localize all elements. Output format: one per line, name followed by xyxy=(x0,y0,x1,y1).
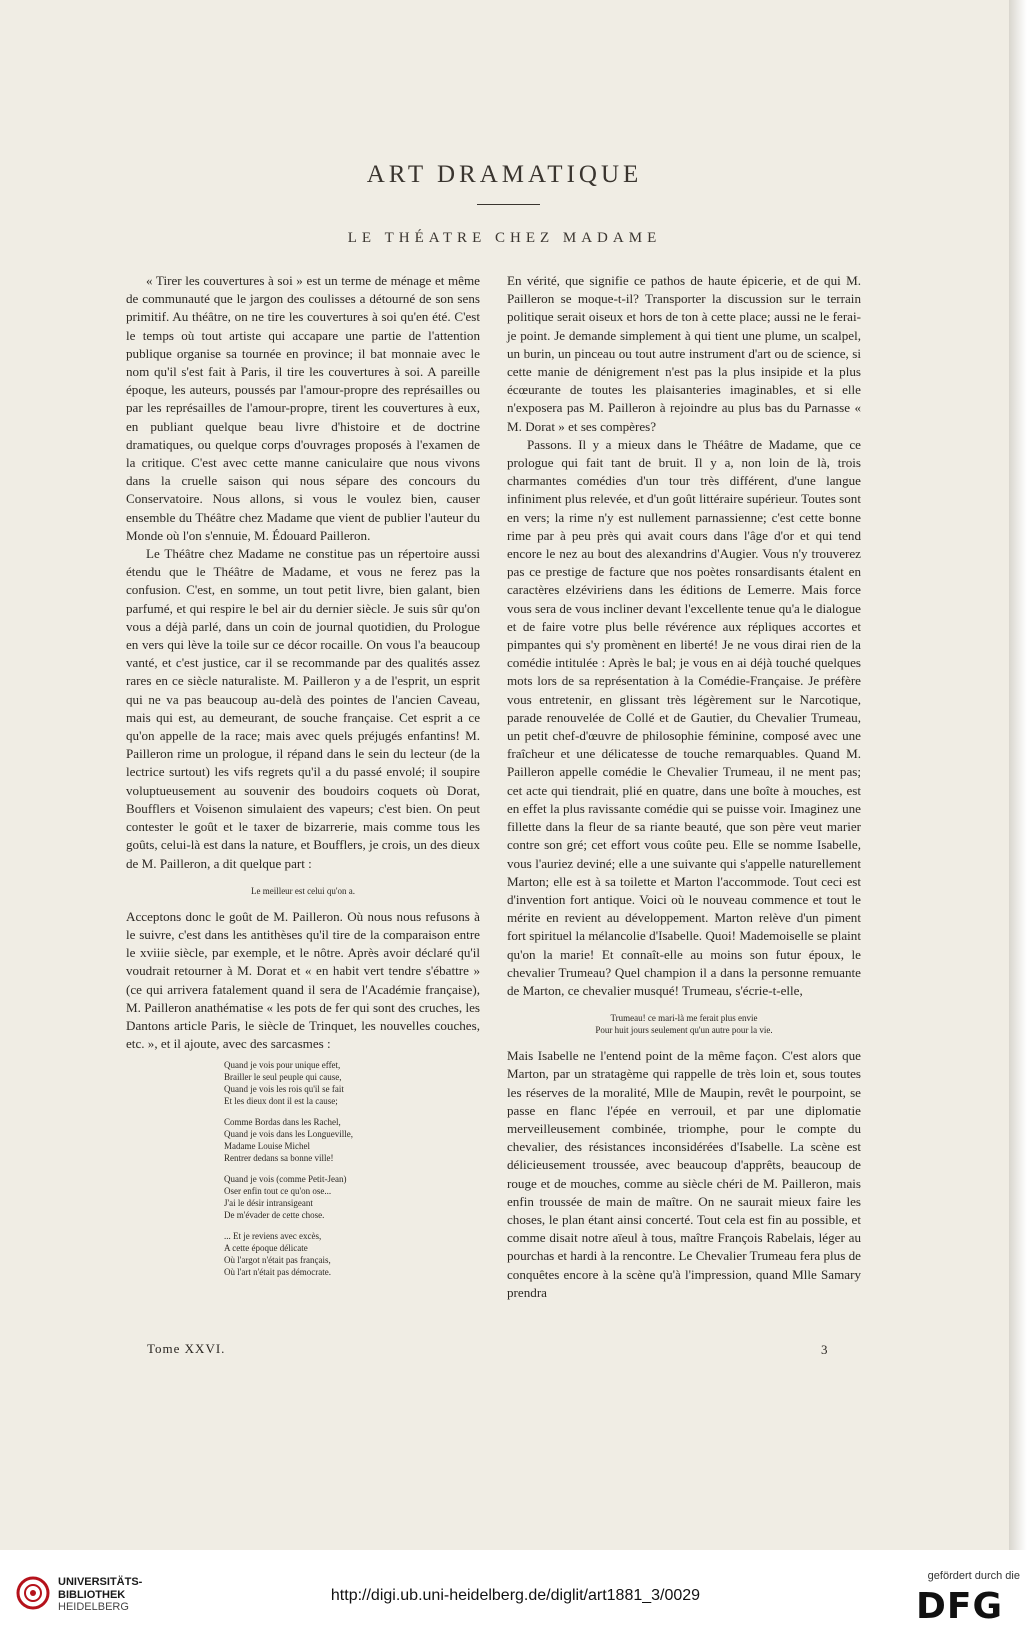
page-edge xyxy=(1009,0,1031,1550)
paragraph: « Tirer les couvertures à soi » est un terme de ménage et même de communauté que le jargon des coulisses a détourné de son sens primitif. Au théâtre, on ne tire les couvertures à soi qu'en été. C'est le temps où tout artiste qui accapare une partie de l'attention publique organise sa tournée en province; il bat monnaie avec le nom qu'il s'est fait à Paris, il tire les couvertures à soi. A pareille époque, les auteurs, poussés par l'amour-propre des représailles ou par les représailles de l'amour-propre, tirent les couvertures à eux, en publiant quelque beau livre d'histoire et de doctrine dramatiques, ou quelque corps d'ouvrages proposés à l'examen de la critique. C'est avec cette manne caniculaire que nous vivons dans la cruelle saison qui nous sépare des concours du Conservatoire. Nous allons, si vous le voulez bien, causer ensemble du Théâtre chez Madame que vient de publier l'auteur du Monde où l'on s'ennuie, M. Édouard Pailleron. xyxy=(126,273,480,543)
section-heading: ART DRAMATIQUE xyxy=(366,161,643,188)
verse-line: Où l'art n'était pas démocrate. xyxy=(224,1267,331,1278)
verse-line: ... Et je reviens avec excès, xyxy=(224,1231,322,1242)
verse-line: Quand je vois les rois qu'il se fait xyxy=(224,1084,344,1095)
quote-block xyxy=(507,1012,861,1036)
verse-line: Madame Louise Michel xyxy=(224,1141,310,1152)
verse-line: Rentrer dedans sa bonne ville! xyxy=(224,1153,334,1164)
verse-line: Comme Bordas dans les Rachel, xyxy=(224,1117,341,1128)
library-name-line: UNIVERSITÄTS- xyxy=(58,1576,143,1588)
verse-line: Oser enfin tout ce qu'on ose... xyxy=(224,1186,332,1197)
stanza xyxy=(224,1173,480,1221)
verse-line: Quand je vois pour unique effet, xyxy=(224,1060,341,1071)
verse-line: De m'évader de cette chose. xyxy=(224,1210,325,1221)
stanza xyxy=(224,1116,480,1164)
page-number: 3 xyxy=(821,1342,828,1357)
paragraph: Mais Isabelle ne l'entend point de la même façon. C'est alors que Marton, par un stratagème qui rappelle de très loin et, sous toutes les réserves de la moralité, Mlle de Maupin, revêt le pourpoint, se passe en flanc l'épée en verrouil, et par une diplomatie merveilleusement combinée, triomphe, pour le compte du chevalier, des résistances inconsidérées d'Isabelle. La scène est délicieusement troussée, avec beaucoup d'apprêts, beaucoup de rouge et de mouches, comme au siècle chéri de M. Pailleron, mais enfin troussée de main de maître. On ne saurait mieux faire les choses, le plan étant ainsi concerté. Tout cela est fin au possible, et comme disait notre aïeul à tous, maître François Rabelais, léger au pourchas et hardi à la rencontre. Le Chevalier Trumeau fera plus de conquêtes encore à la scène qu'à l'impression, quand Mlle Samary prendra xyxy=(507,1048,861,1300)
verse-line: Où l'argot n'était pas français, xyxy=(224,1255,331,1266)
quote-line: Pour huit jours seulement qu'un autre pour la vie. xyxy=(595,1025,773,1036)
article-title: LE THÉATRE CHEZ MADAME xyxy=(347,230,662,246)
permalink-url[interactable]: http://digi.ub.uni-heidelberg.de/diglit/art1881_3/0029 xyxy=(330,1587,701,1604)
verse-block xyxy=(224,1059,480,1278)
volume-label: Tome XXVI. xyxy=(147,1341,226,1356)
stanza xyxy=(224,1230,480,1278)
dfg-logo[interactable]: DFG xyxy=(916,1586,1004,1627)
stanza xyxy=(224,1059,480,1107)
verse-line: Quand je vois (comme Petit-Jean) xyxy=(224,1174,347,1185)
verse-line: Quand je vois dans les Longueville, xyxy=(224,1129,353,1140)
library-name-line: BIBLIOTHEK xyxy=(58,1588,126,1601)
verse-line: Brailler le seul peuple qui cause, xyxy=(224,1072,342,1083)
verse-line: J'ai le désir intransigeant xyxy=(224,1198,313,1209)
quote-line: Trumeau! ce mari-là me ferait plus envie xyxy=(610,1013,758,1024)
verse-line: Et les dieux dont il est la cause; xyxy=(224,1096,338,1107)
heading-rule xyxy=(477,204,540,205)
verse-line: A cette époque délicate xyxy=(224,1243,308,1254)
paragraph: Le Théâtre chez Madame ne constitue pas un répertoire aussi étendu que le Théâtre de Madame, et vous ne ferez pas la confusion. C'est, en somme, un tout petit livre, bien galant, bien parfumé, et qui respire le bel air du dernier siècle. Je suis sûr qu'on vous a déjà parlé, dans un coin de journal quotidien, du Prologue en vers qui lève la toile sur ce décor rocaille. On vous l'a beaucoup vanté, et c'est justice, car il se recommande par des qualités assez rares en ce siècle naturaliste. M. Pailleron y a de l'esprit, un esprit qui ne va pas beaucoup au-delà des pointes de l'ancien Caveau, mais qui est, au demeurant, de souche française. Cet esprit a ce qu'on appelle de la race; mais avec quels préjugés enfantins! M. Pailleron rime un prologue, il répand dans le sein du lecteur (de la lectrice surtout) les vifs regrets qu'il a du passé envolé; il soupire voluptueusement au souvenir des boudoirs coquets où Dorat, Boufflers et Voisenon simulaient des vapeurs; c'est bien. On peut contester le goût et le taxer de bizarrerie, mais comme tous les goûts, celui-là est dans la nature, et Boufflers, je crois, un des dieux de M. Pailleron, a dit quelque part : xyxy=(126,546,480,871)
quote-line: Le meilleur est celui qu'on a. xyxy=(250,885,356,896)
funding-caption: gefördert durch die xyxy=(927,1570,1020,1582)
paragraph: Acceptons donc le goût de M. Pailleron. Où nous nous refusons à le suivre, c'est dans les antithèses qu'il tire de la comparaison entre le xviiie siècle, par exemple, et le nôtre. Après avoir déclaré qu'il voudrait retourner à M. Dorat et « en habit vert tendre s'ébattre » (ce qui arrivera fatalement quand il sera de l'Académie française), M. Pailleron anathématise « les pots de fer qui sont des cruches, les Dantons article Paris, le siècle de Trinquet, les nouvelles couches, etc. », et il ajoute, avec des sarcasmes : xyxy=(126,908,480,1052)
paragraph: Passons. Il y a mieux dans le Théâtre de Madame, que ce prologue qui fait tant de bruit. Il y a, non loin de là, trois charmantes comédies d'un tour très différent, d'une langue infiniment plus relevée, et d'un goût littéraire supérieur. Toutes sont en vers; la rime n'y est nullement parnassienne; c'est cette bonne rime par à peu près qui avait cours dans l'âge d'or et qui tend encore le nez au bout des alexandrins d'Augier. Vous n'y trouverez pas ce prestige de facture que nos poètes ronsardisants étalent en caractères elzéviriens dans les éditions de Lemerre. Mais force vous sera de vous incliner devant l'excellente tenue qu'a le dialogue et de faire votre plus belle révérence aux répliques accortes et pimpantes qui s'y promènent en liberté! Je ne vous dirai rien de la comédie intitulée : Après le bal; je vous en ai déjà touché quelques mots lors de sa représentation à la Comédie-Française. Je préfère vous entretenir, en glissant très légèrement sur le Narcotique, parade renouvelée de Collé et de Gautier, du Chevalier Trumeau, un petit chef-d'œuvre de philosophie féminine, composé avec une fraîcheur et une délicatesse de touche remarquables. Quand M. Pailleron appelle comédie le Chevalier Trumeau, il ne ment pas; cet acte qui tiendrait, plié en quatre, dans une boîte à mouches, est en effet la plus ravissante comédie qui se puisse voir. Imaginez une fillette dans la fleur de sa riante beauté, que son père veut marier contre son gré; cet effort vous coûte peu. Elle se nomme Isabelle, vous l'auriez deviné; elle a une suivante qui s'appelle naturellement Marton; elle est à sa toilette et Marton l'accommode. Tout ceci est d'invention fort antique. Voici où le nouveau commence et tout le mérite en revient au développement. Marton relève d'un piment fort spirituel la mélancolie d'Isabelle. Quoi! Mademoiselle se plaint qu'on la marie! Et connaît-elle au moins son futur époux, le chevalier Trumeau? Quel champion il a dans la personne remuante de Marton, ce chevalier musqué! Trumeau, s'écrie-t-elle, xyxy=(507,436,861,998)
library-name-line: HEIDELBERG xyxy=(58,1601,129,1613)
paragraph: En vérité, que signifie ce pathos de haute épicerie, et de qui M. Pailleron se moque-t-il? Transporter la discussion sur le terrain politique serait oiseux et hors de ton à cette place; aussi ne le ferai-je point. Je demande simplement à qui tient une plume, un scalpel, un burin, un pinceau ou tout autre instrument d'art ou de science, si cette manie de dénigrement n'est pas la plus insipide et la plus écœurante de toutes les plaisanteries imaginables, et si elle n'exposera pas M. Pailleron à rejoindre au plus bas du Parnasse « M. Dorat » et ses compères? xyxy=(507,273,861,434)
viewer-footer xyxy=(0,1550,1031,1635)
left-column xyxy=(126,272,480,1287)
right-column xyxy=(507,272,861,1302)
